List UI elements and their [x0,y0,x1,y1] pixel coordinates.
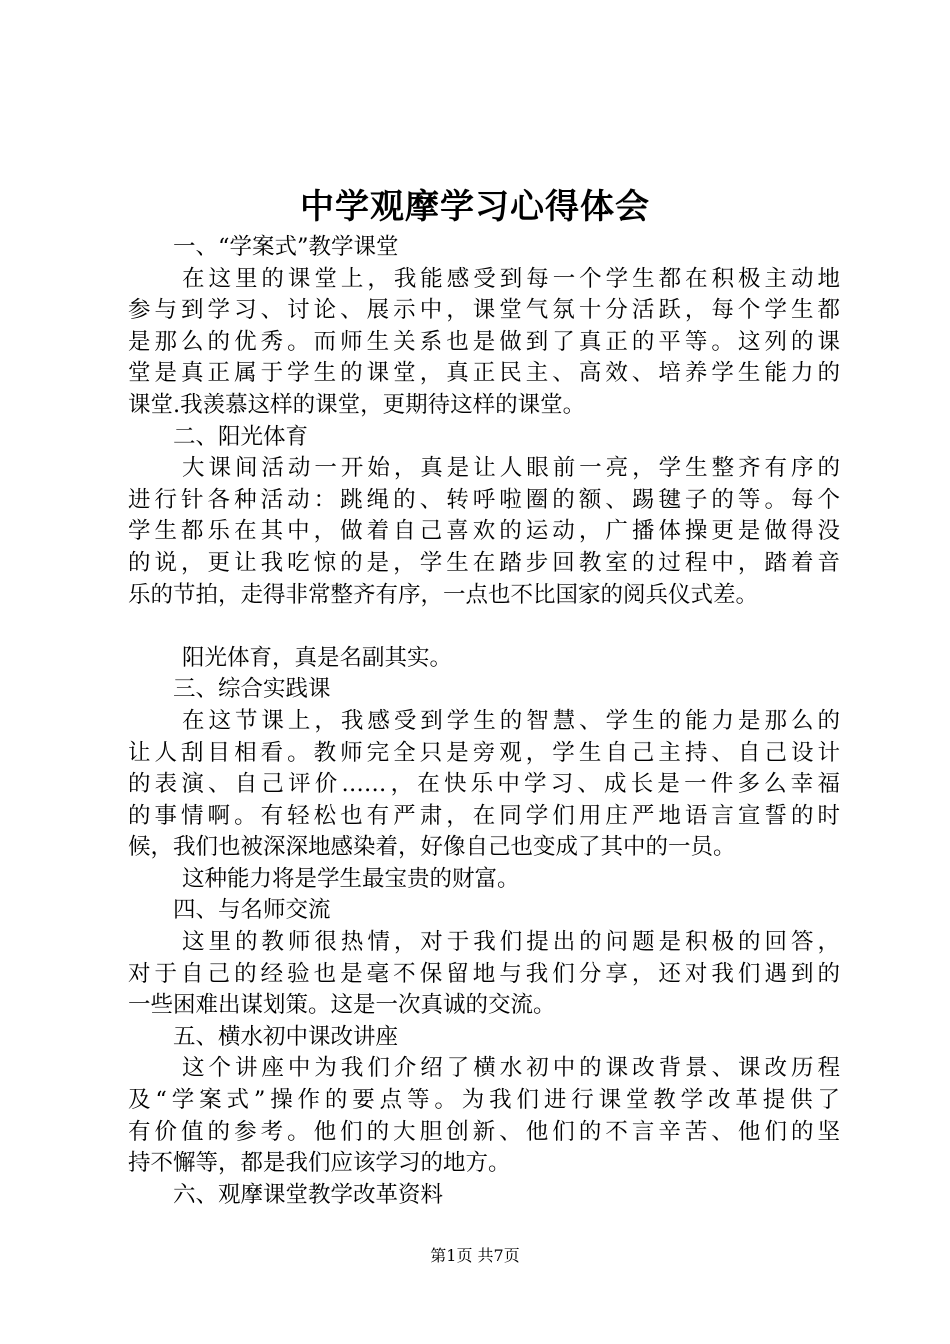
paragraph-line: 在这节课上，我感受到学生的智慧、学生的能力是那么的 [182,707,840,734]
page-footer: 第1页 共7页 [430,1246,520,1265]
blank-line [128,611,840,643]
paragraph-line: 阳光体育，真是名副其实。 [182,644,453,671]
paragraph-line: 的表演、自己评价……，在快乐中学习、成长是一件多么幸福 [128,771,840,798]
paragraph-line: 进行针各种活动：跳绳的、转呼啦圈的额、踢毽子的等。每个 [128,486,840,513]
paragraph-line: 在这里的课堂上，我能感受到每一个学生都在积极主动地 [182,265,840,292]
paragraph-line: 乐的节拍，走得非常整齐有序，一点也不比国家的阅兵仪式差。 [128,581,759,608]
paragraph-line: 学生都乐在其中，做着自己喜欢的运动，广播体操更是做得没 [128,518,840,545]
document-body [128,232,840,1211]
paragraph-line: 候，我们也被深深地感染着，好像自己也变成了其中的一员。 [128,834,736,861]
paragraph-line: 一些困难出谋划策。这是一次真诚的交流。 [128,992,556,1019]
paragraph-line: 这种能力将是学生最宝贵的财富。 [182,865,520,892]
document-title: 中学观摩学习心得体会 [300,187,650,227]
paragraph-line: 这里的教师很热情，对于我们提出的问题是积极的回答， [182,929,840,956]
section-heading: 二、阳光体育 [173,423,309,450]
paragraph-line: 对于自己的经验也是毫不保留地与我们分享，还对我们遇到的 [128,960,840,987]
paragraph-line: 的说，更让我吃惊的是，学生在踏步回教室的过程中，踏着音 [128,549,840,576]
section-heading: 三、综合实践课 [173,676,331,703]
paragraph-line: 及“学案式”操作的要点等。为我们进行课堂教学改革提供了 [128,1087,840,1114]
paragraph-line: 课堂.我羡慕这样的课堂，更期待这样的课堂。 [128,391,586,418]
paragraph-line: 让人刮目相看。教师完全只是旁观，学生自己主持、自己设计 [128,739,840,766]
paragraph-line: 有价值的参考。他们的大胆创新、他们的不言辛苦、他们的坚 [128,1118,840,1145]
paragraph-line: 持不懈等，都是我们应该学习的地方。 [128,1150,511,1177]
paragraph-line: 的事情啊。有轻松也有严肃，在同学们用庄严地语言宣誓的时 [128,802,840,829]
section-heading: 五、横水初中课改讲座 [173,1023,399,1050]
section-heading: 四、与名师交流 [173,897,331,924]
section-heading: 六、观摩课堂教学改革资料 [173,1181,444,1208]
paragraph-line: 参与到学习、讨论、展示中，课堂气氛十分活跃，每个学生都 [128,297,840,324]
paragraph-line: 这个讲座中为我们介绍了横水初中的课改背景、课改历程 [182,1055,840,1082]
paragraph-line: 大课间活动一开始，真是让人眼前一亮，学生整齐有序的 [182,455,840,482]
paragraph-line: 是那么的优秀。而师生关系也是做到了真正的平等。这列的课 [128,328,840,355]
section-heading: 一、“学案式”教学课堂 [173,234,399,260]
paragraph-line: 堂是真正属于学生的课堂，真正民主、高效、培养学生能力的 [128,360,840,387]
